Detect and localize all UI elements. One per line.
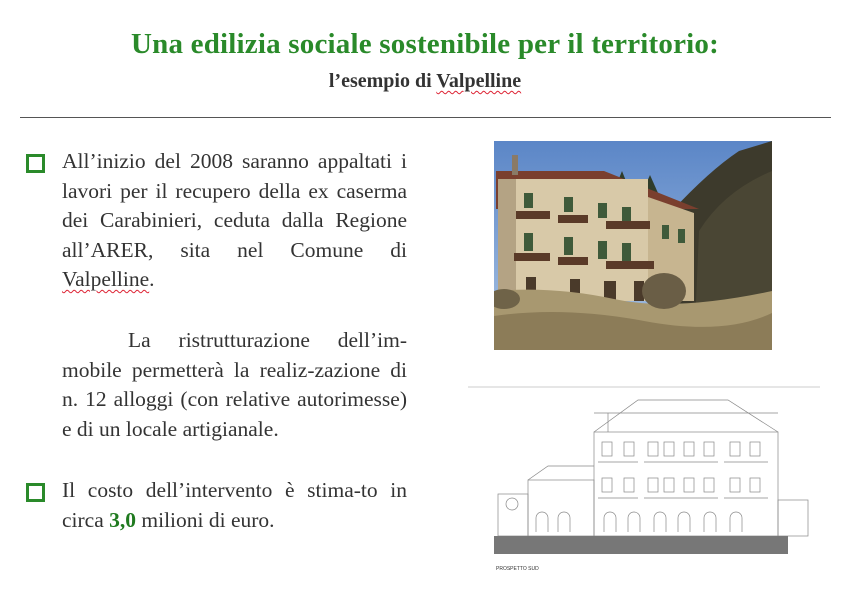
building-photo	[494, 141, 772, 350]
paragraph-renovation: La ristrutturazione dell’im-mobile permetterà la realiz-zazione di n. 12 alloggi (con relative autorimesse) e di un locale artigianale.	[62, 328, 407, 441]
checkbox-bullet-icon	[26, 154, 45, 173]
slide-subtitle	[0, 70, 850, 93]
paragraph-cost-prefix: Il costo dell’intervento è stima-to in circa	[62, 478, 407, 532]
slide-title: Una edilizia sociale sostenibile per il territorio:	[131, 28, 719, 60]
paragraph-intro-place: Valpelline	[62, 267, 150, 291]
paragraph-intro	[62, 147, 407, 295]
paragraph-cost-suffix: milioni di euro.	[136, 507, 275, 532]
cost-amount: 3,0	[109, 507, 137, 532]
header-divider	[20, 117, 831, 118]
checkbox-bullet-icon	[26, 483, 45, 502]
drawing-caption: PROSPETTO SUD	[496, 566, 539, 572]
elevation-drawing	[468, 380, 820, 580]
paragraph-intro-text: All’inizio del 2008 saranno appaltati i lavori per il recupero della ex caserma dei Carabinieri, ceduta dalla Regione all’ARER, sita nel Comune di	[62, 149, 407, 262]
subtitle-place: Valpelline	[436, 70, 522, 92]
paragraph-intro-end: .	[149, 267, 155, 291]
subtitle-prefix: l’esempio di	[328, 70, 437, 92]
paragraph-cost	[62, 476, 407, 535]
